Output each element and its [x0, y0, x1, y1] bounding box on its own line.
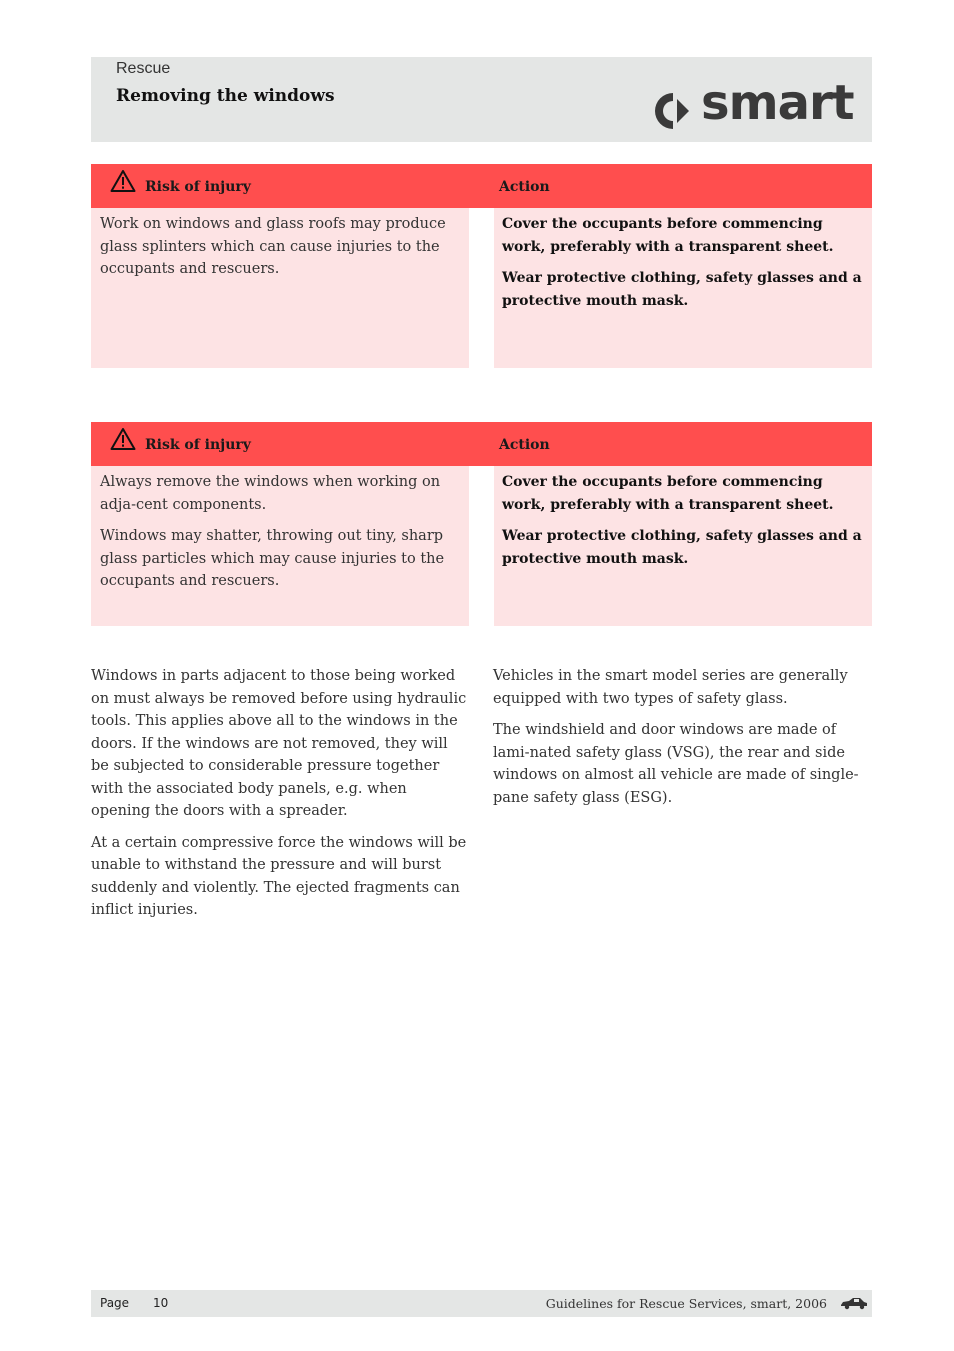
- warning-triangle-icon: [110, 169, 136, 193]
- risk-column: [91, 466, 469, 626]
- risk-column: [91, 208, 469, 368]
- body-paragraph: Vehicles in the smart model series are generally equipped with two types of safety glass.: [493, 668, 848, 707]
- page-label: Page: [100, 1296, 130, 1310]
- action-column: [494, 466, 872, 626]
- warning-box-2: [91, 422, 872, 626]
- section-label: Rescue: [116, 60, 171, 77]
- warning-header: [91, 422, 872, 466]
- guide-title: Guidelines for Rescue Services, smart, 2006: [545, 1296, 827, 1311]
- page-header: [91, 57, 872, 142]
- warning-header: [91, 164, 872, 208]
- body-left-column: [91, 665, 469, 931]
- logo-wordmark: smart: [701, 75, 854, 131]
- risk-heading: Risk of injury: [145, 437, 251, 453]
- action-text: Wear protective clothing, safety glasses and a protective mouth mask.: [502, 528, 862, 567]
- warning-triangle-icon: [110, 427, 136, 451]
- smart-logo: [651, 75, 854, 133]
- body-right-column: [493, 665, 871, 818]
- action-heading: Action: [499, 179, 550, 195]
- risk-text: Windows may shatter, throwing out tiny, sharp glass particles which may cause injuries to the occupants and rescuers.: [100, 528, 445, 589]
- page-title: Removing the windows: [116, 86, 335, 106]
- action-column: [494, 208, 872, 368]
- risk-heading: Risk of injury: [145, 179, 251, 195]
- risk-text: Work on windows and glass roofs may produce glass splinters which can cause injuries to the occupants and rescuers.: [100, 216, 446, 277]
- page-number: 10: [153, 1296, 169, 1310]
- car-icon: [839, 1296, 869, 1310]
- warning-box-1: [91, 164, 872, 368]
- risk-text: Always remove the windows when working on adja-cent components.: [100, 474, 441, 513]
- action-heading: Action: [499, 437, 550, 453]
- action-text: Cover the occupants before commencing work, preferably with a transparent sheet.: [502, 216, 834, 255]
- body-paragraph: At a certain compressive force the windows will be unable to withstand the pressure and will burst suddenly and violently. The ejected fragments can inflict injuries.: [91, 834, 467, 918]
- body-paragraph: The windshield and door windows are made of lami-nated safety glass (VSG), the rear and side windows on almost all vehicle are made of single-pane safety glass (ESG).: [493, 722, 859, 806]
- smart-logo-icon: [651, 89, 695, 133]
- body-paragraph: Windows in parts adjacent to those being worked on must always be removed before using hydraulic tools. This applies above all to the windows in the doors. If the windows are not removed, they will be subjected to considerable pressure together with the associated body panels, e.g. when opening the doors with a spreader.: [91, 668, 467, 819]
- action-text: Cover the occupants before commencing work, preferably with a transparent sheet.: [502, 474, 834, 513]
- action-text: Wear protective clothing, safety glasses and a protective mouth mask.: [502, 270, 862, 309]
- page-footer: [91, 1290, 872, 1317]
